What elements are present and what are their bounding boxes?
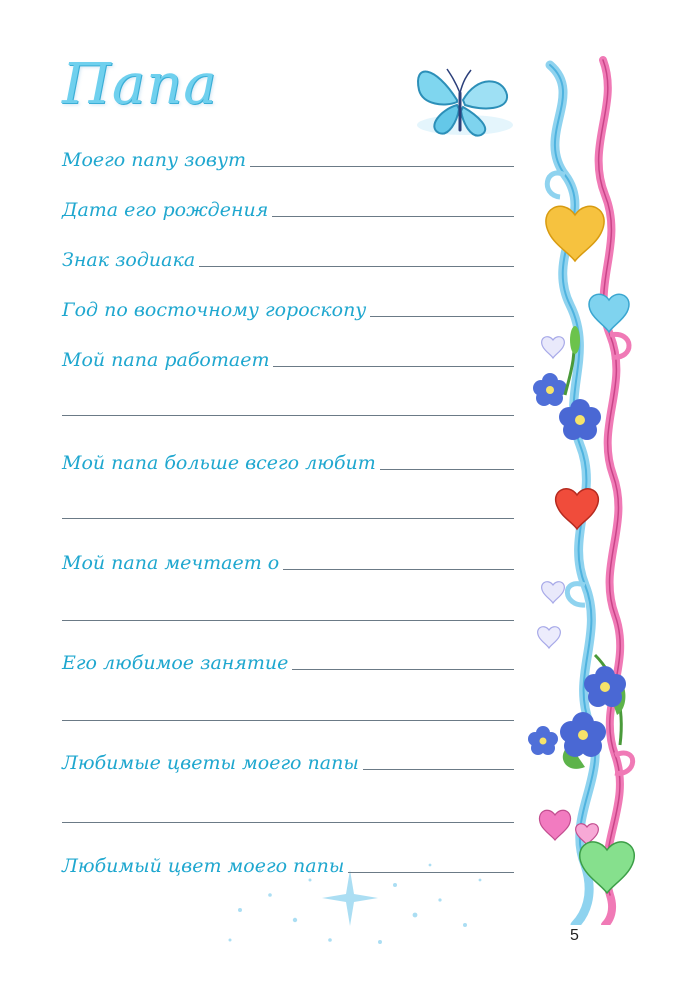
field-father-loves-most (62, 445, 514, 475)
field-label: Любимый цвет моего папы (62, 855, 345, 877)
answer-line[interactable] (199, 266, 514, 267)
field-label: Мой папа мечтает о (62, 552, 280, 574)
heart-icon (542, 337, 565, 358)
field-zodiac-sign (62, 242, 514, 272)
heart-icon (538, 627, 561, 648)
answer-line[interactable] (272, 216, 514, 217)
field-label: Год по восточному гороскопу (62, 299, 367, 321)
answer-line[interactable] (370, 316, 514, 317)
field-label: Дата его рождения (62, 199, 269, 221)
field-favorite-color (62, 848, 514, 878)
field-label: Мой папа больше всего любит (62, 452, 376, 474)
answer-line[interactable] (380, 469, 514, 470)
answer-line-extra[interactable] (62, 518, 514, 519)
field-father-dreams (62, 545, 514, 575)
answer-line[interactable] (363, 769, 514, 770)
answer-line-extra[interactable] (62, 620, 514, 621)
heart-icon (556, 489, 599, 529)
answer-line[interactable] (348, 872, 514, 873)
heart-icon (589, 294, 629, 332)
field-favorite-flowers (62, 745, 514, 775)
answer-line[interactable] (292, 669, 514, 670)
field-label: Моего папу зовут (62, 149, 246, 171)
field-favorite-hobby (62, 645, 514, 675)
heart-icon (546, 206, 604, 261)
field-label: Любимые цветы моего папы (62, 752, 359, 774)
answer-line[interactable] (250, 166, 514, 167)
field-label: Мой папа работает (62, 349, 270, 371)
field-father-job (62, 342, 514, 372)
field-label: Знак зодиака (62, 249, 196, 271)
field-eastern-horoscope (62, 292, 514, 322)
field-father-name (62, 142, 514, 172)
answer-line-extra[interactable] (62, 720, 514, 721)
page-number: 5 (570, 927, 579, 944)
answer-line-extra[interactable] (62, 822, 514, 823)
answer-line[interactable] (283, 569, 514, 570)
page-title: Папа (62, 52, 218, 117)
ribbon (525, 55, 645, 925)
answer-line[interactable] (273, 366, 514, 367)
heart-icon (539, 810, 570, 840)
butterfly-icon (405, 55, 515, 145)
field-label: Его любимое занятие (62, 652, 289, 674)
heart-icon (542, 582, 565, 603)
field-birth-date (62, 192, 514, 222)
answer-line-extra[interactable] (62, 415, 514, 416)
